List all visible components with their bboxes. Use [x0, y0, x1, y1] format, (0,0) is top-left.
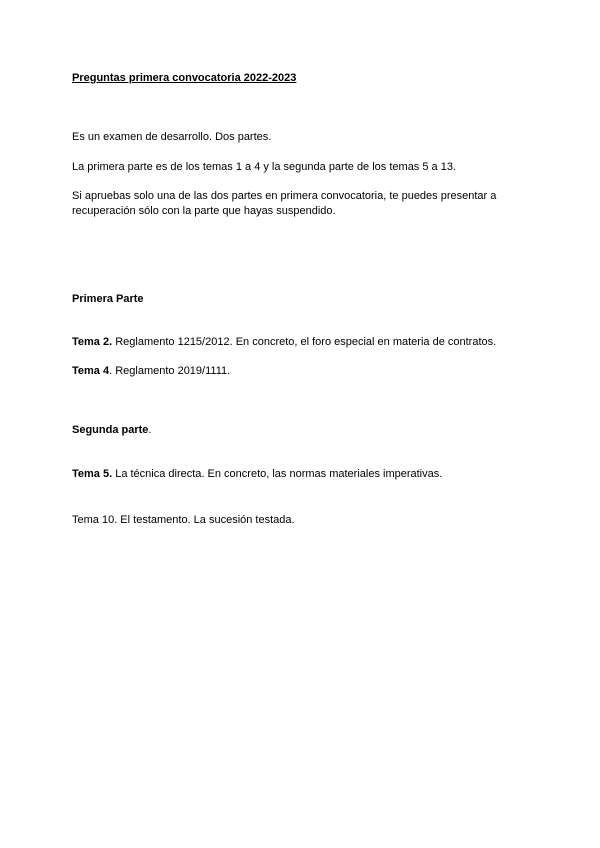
item-text: . Reglamento 2019/1111. [109, 365, 231, 377]
part1-item-tema2 [72, 335, 496, 350]
intro-line-1: Es un examen de desarrollo. Dos partes. [72, 131, 272, 143]
item-text: Tema 10. El testamento. La sucesión testada. [72, 514, 295, 526]
part1-item-tema4 [72, 364, 230, 379]
item-text: La técnica directa. En concreto, las normas materiales imperativas. [112, 468, 443, 480]
intro-line-4: recuperación sólo con la parte que hayas suspendido. [72, 205, 336, 217]
page-title: Preguntas primera convocatoria 2022-2023 [72, 72, 297, 84]
item-label: Tema 4 [72, 365, 110, 377]
part2-item-tema5 [72, 467, 442, 482]
item-label: Tema 5. [72, 468, 113, 480]
part2-item-tema10 [72, 513, 295, 528]
part2-heading-suffix: . [148, 424, 152, 436]
part2-heading-label: Segunda parte [72, 424, 149, 436]
item-label: Tema 2. [72, 336, 113, 348]
intro-line-2: La primera parte es de los temas 1 a 4 y la segunda parte de los temas 5 a 13. [72, 161, 457, 173]
part1-heading: Primera Parte [72, 293, 144, 305]
intro-line-3: Si apruebas solo una de las dos partes en primera convocatoria, te puedes presentar a [72, 190, 497, 202]
part2-heading [72, 423, 151, 438]
item-text: Reglamento 1215/2012. En concreto, el foro especial en materia de contratos. [112, 336, 497, 348]
